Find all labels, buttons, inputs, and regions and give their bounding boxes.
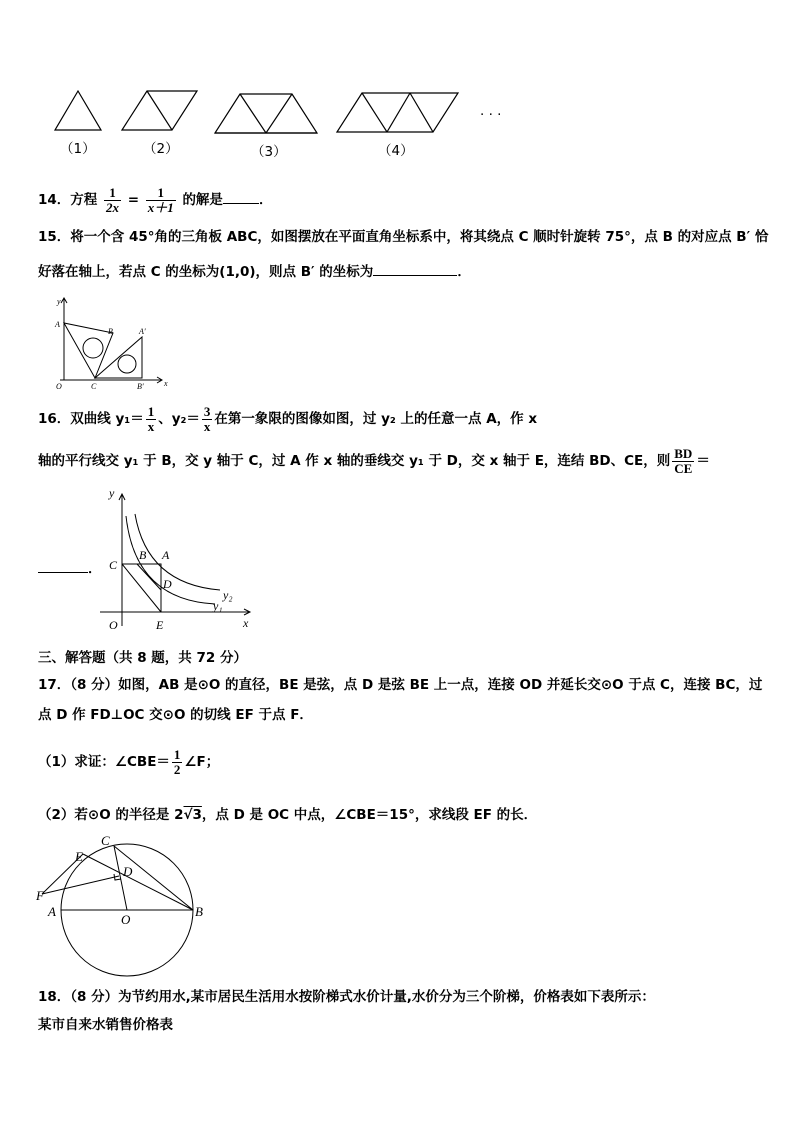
pattern-label-4: （4） — [378, 143, 414, 159]
fig17-label-f: F — [36, 888, 44, 903]
fig15-label-y: y — [57, 297, 61, 306]
pattern-4 — [337, 93, 458, 132]
fig15-label-c: C — [91, 382, 97, 390]
fig16-label-o: O — [109, 618, 118, 632]
pattern-1 — [55, 91, 101, 130]
fig16-label-b: B — [139, 548, 147, 562]
circle-tangent-figure — [30, 830, 220, 980]
fig15-label-a-prime: A′ — [139, 327, 146, 336]
section-heading: 三、解答题（共 8 题，共 72 分） — [38, 650, 247, 666]
question-16-line-3: ． — [38, 560, 102, 578]
question-15-line-2: 好落在轴上，若点 C 的坐标为(1,0)，则点 B′ 的坐标为 ． — [38, 264, 471, 280]
question-15-line-1: 15．将一个含 45°角的三角板 ABC，如图摆放在平面直角坐标系中，将其绕点 C 顺时针旋转 75°，点 B 的对应点 B′ 恰 — [38, 229, 769, 245]
fig16-label-x: x — [243, 616, 249, 630]
fig17-label-d: D — [123, 864, 133, 879]
fig17-label-c: C — [101, 833, 110, 848]
question-16-line-2: 轴的平行线交 y₁ 于 B，交 y 轴于 C，过 A 作 x 轴的垂线交 y₁ 于 D，交 x 轴于 E，连结 BD、CE，则 $\frac{BD}{CE}$ ＝ — [38, 445, 710, 476]
pattern-label-2: （2） — [143, 141, 179, 157]
question-17-part-2: （2）若⊙O 的半径是 2√3，点 D 是 OC 中点，∠CBE＝15°，求线段 EF 的长． — [38, 807, 538, 823]
fig17-label-a: A — [48, 904, 56, 919]
question-18-line-2: 某市自来水销售价格表 — [38, 1017, 173, 1033]
hyperbola-figure — [95, 486, 255, 632]
fig15-label-b-prime: B′ — [137, 382, 144, 390]
answer-blank-15 — [373, 275, 457, 276]
fig16-label-a: A — [162, 548, 170, 562]
question-17-part-1: （1）求证：∠CBE＝ $\frac{1}{2}$ ∠F； — [38, 746, 220, 777]
fig17-label-o: O — [121, 912, 131, 927]
fig16-label-c: C — [109, 558, 118, 572]
fig16-label-y: y — [109, 486, 115, 500]
fig16-label-e: E — [156, 618, 164, 632]
pattern-ellipsis: · · · — [480, 107, 502, 123]
question-17-line-1: 17．（8 分）如图，AB 是⊙O 的直径，BE 是弦，点 D 是弦 BE 上一点，连接 OD 并延长交⊙O 于点 C，连接 BC，过 — [38, 677, 763, 693]
answer-blank-16 — [38, 572, 88, 573]
answer-blank-14 — [223, 203, 259, 204]
fig15-label-b: B — [108, 327, 113, 336]
question-14: 14．方程 $\frac{1}{2x}$ = $\frac{1}{x+1}$ 的解是 ． — [38, 184, 273, 215]
fig17-label-e: E — [75, 849, 83, 864]
rotated-triangle-figure — [50, 294, 175, 390]
fig16-label-d: D — [163, 577, 172, 591]
fig15-label-a: A — [55, 320, 60, 329]
curve-y2 — [135, 514, 220, 590]
pattern-label-3: （3） — [251, 144, 287, 160]
question-17-line-2: 点 D 作 FD⊥OC 交⊙O 的切线 EF 于点 F． — [38, 707, 313, 723]
fig15-label-o: O — [56, 382, 62, 390]
question-18-line-1: 18．（8 分）为节约用水,某市居民生活用水按阶梯式水价计量,水价分为三个阶梯，价格表如下表所示： — [38, 989, 655, 1005]
pattern-3 — [215, 94, 317, 133]
fig16-label-y2: y₂ — [223, 588, 233, 602]
fig17-label-b: B — [195, 904, 203, 919]
fig15-label-x: x — [164, 379, 168, 388]
pattern-label-1: （1） — [60, 141, 96, 157]
fig16-label-y1: y₁ — [213, 599, 223, 613]
question-16-line-1: 16．双曲线 y₁＝ $\frac{1}{x}$ 、y₂＝ $\frac{3}{x}$ 在第一象限的图像如图，过 y₂ 上的任意一点 A，作 x — [38, 403, 538, 434]
